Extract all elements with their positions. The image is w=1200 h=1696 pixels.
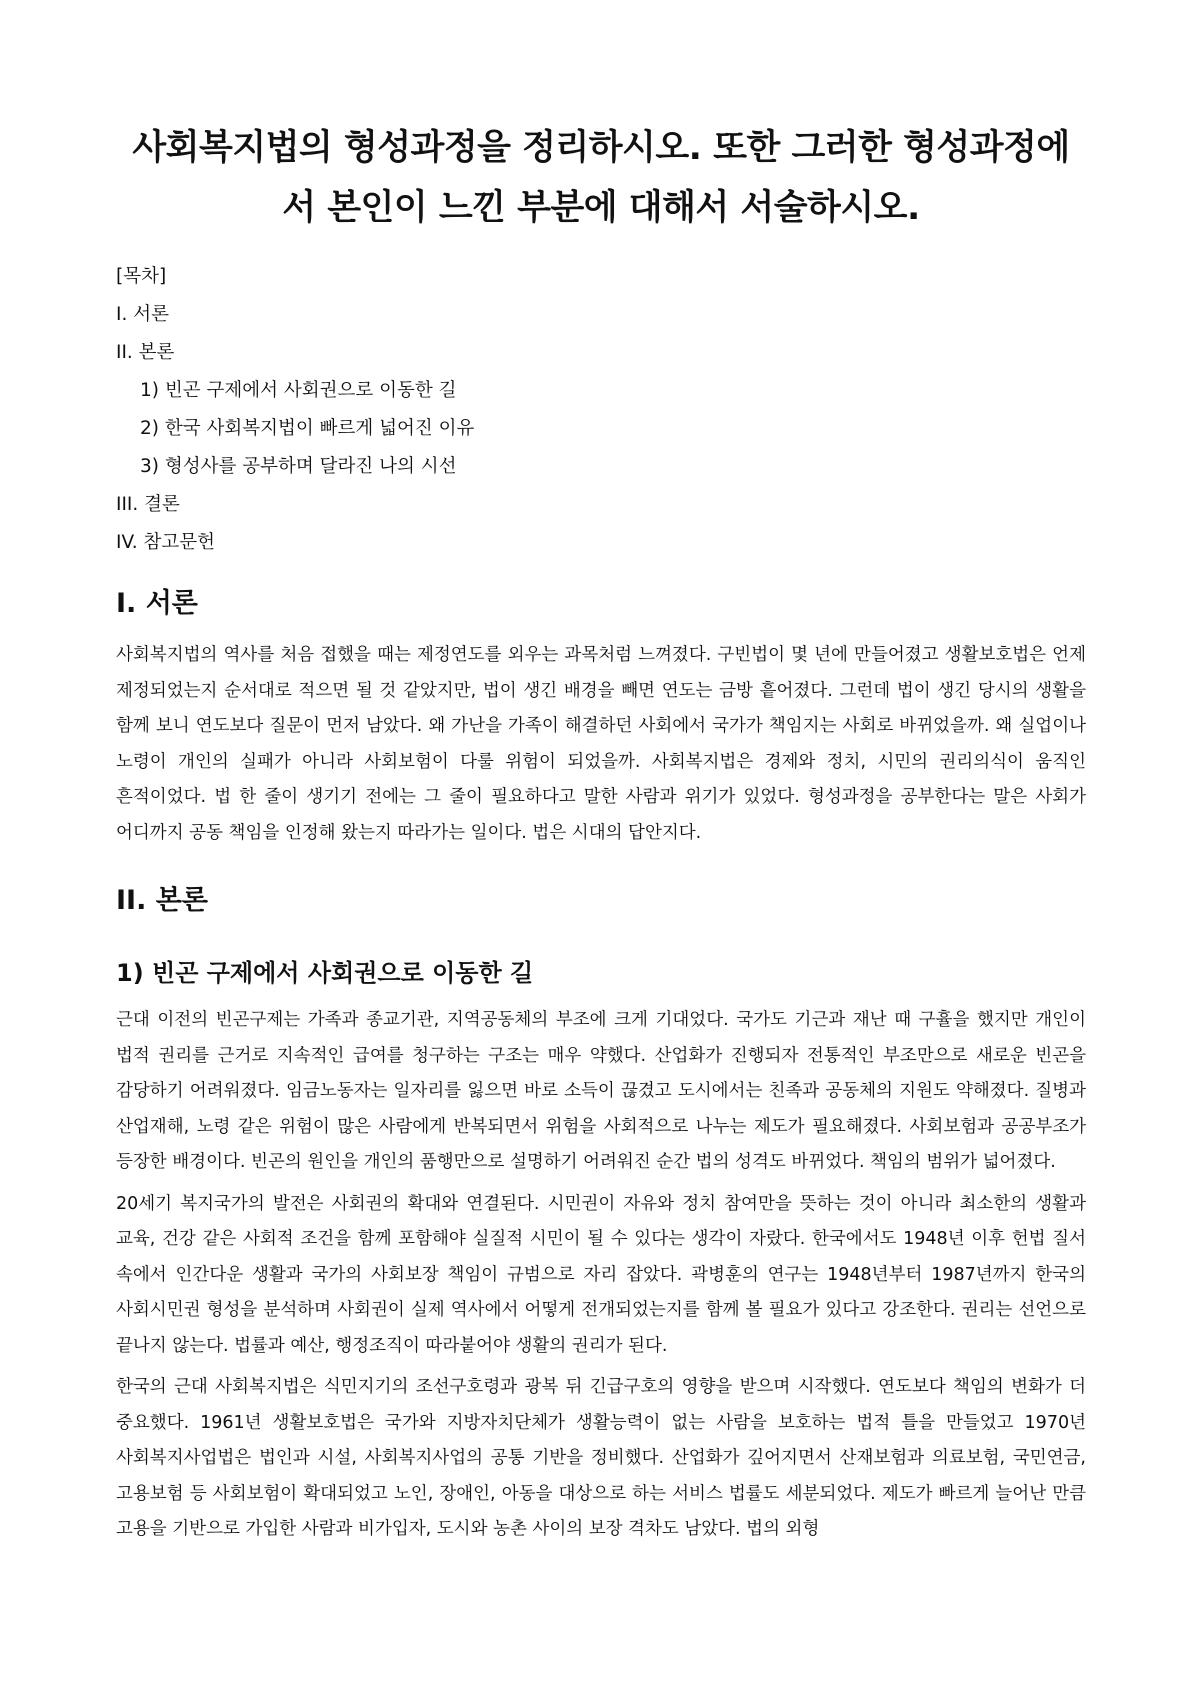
toc-item-references: IV. 참고문헌 bbox=[116, 532, 215, 553]
subsection-spacer bbox=[116, 935, 1086, 953]
table-of-contents bbox=[116, 258, 1086, 562]
section-spacer bbox=[116, 857, 1086, 879]
toc-item-body-2: 2) 한국 사회복지법이 빠르게 넓어진 이유 bbox=[140, 418, 475, 439]
toc-item-conclusion: III. 결론 bbox=[116, 494, 180, 515]
document-title: 사회복지법의 형성과정을 정리하시오. 또한 그러한 형성과정에 서 본인이 느낀 부분에 대해서 서술하시오. bbox=[132, 128, 1070, 228]
body-paragraph-3: 한국의 근대 사회복지법은 식민지기의 조선구호령과 광복 뒤 긴급구호의 영향을 받으며 시작했다. 연도보다 책임의 변화가 더 중요했다. 1961년 생활보호법은 국가와 지방자치단체가 생활능력이 없는 사람을 보호하는 법적 틀을 만들었고 1970년 사회복지사업법은 법인과 시설, 사회복지사업의 공통 기반을 정비했다. 산업화가 깊어지면서 산재보험과 의료보험, 국민연금, 고용보험 등 사회보험이 확대되었고 노인, 장애인, 아동을 대상으로 하는 서비스 법률도 세분되었다. 제도가 빠르게 늘어난 만큼 고용을 기반으로 가입한 사람과 비가입자, 도시와 농촌 사이의 보장 격차도 남았다. 법의 외형 bbox=[116, 1377, 1086, 1539]
toc-item-intro: I. 서론 bbox=[116, 304, 169, 325]
toc-item-body-1: 1) 빈곤 구제에서 사회권으로 이동한 길 bbox=[140, 380, 457, 401]
subsection-heading-1: 1) 빈곤 구제에서 사회권으로 이동한 길 bbox=[116, 959, 534, 987]
toc-item-body-3: 3) 형성사를 공부하며 달라진 나의 시선 bbox=[140, 456, 457, 477]
section-heading-intro: I. 서론 bbox=[116, 588, 198, 619]
body-paragraph-1: 근대 이전의 빈곤구제는 가족과 종교기관, 지역공동체의 부조에 크게 기대었다. 국가도 기근과 재난 때 구휼을 했지만 개인이 법적 권리를 근거로 지속적인 급여를 청구하는 구조는 매우 약했다. 산업화가 진행되자 전통적인 부조만으로 새로운 빈곤을 감당하기 어려워졌다. 임금노동자는 일자리를 잃으면 바로 소득이 끊겼고 도시에서는 친족과 공동체의 지원도 약해졌다. 질병과 산업재해, 노령 같은 위험이 많은 사람에게 반복되면서 위험을 사회적으로 나누는 제도가 필요해졌다. 사회보험과 공공부조가 등장한 배경이다. 빈곤의 원인을 개인의 품행만으로 설명하기 어려워진 순간 법의 성격도 바뀌었다. 책임의 범위가 넓어졌다. bbox=[116, 1010, 1086, 1172]
section-heading-body: II. 본론 bbox=[116, 885, 208, 916]
toc-item-body: II. 본론 bbox=[116, 342, 175, 363]
toc-label: [목차] bbox=[116, 266, 167, 287]
intro-paragraph: 사회복지법의 역사를 처음 접했을 때는 제정연도를 외우는 과목처럼 느껴졌다. 구빈법이 몇 년에 만들어졌고 생활보호법은 언제 제정되었는지 순서대로 적으면 될 것 같았지만, 법이 생긴 배경을 빼면 연도는 금방 흩어졌다. 그런데 법이 생긴 당시의 생활을 함께 보니 연도보다 질문이 먼저 남았다. 왜 가난을 가족이 해결하던 사회에서 국가가 책임지는 사회로 바뀌었을까. 왜 실업이나 노령이 개인의 실패가 아니라 사회보험이 다룰 위험이 되었을까. 사회복지법은 경제와 정치, 시민의 권리의식이 움직인 흔적이었다. 법 한 줄이 생기기 전에는 그 줄이 필요하다고 말한 사람과 위기가 있었다. 형성과정을 공부한다는 말은 사회가 어디까지 공동 책임을 인정해 왔는지 따라가는 일이다. 법은 시대의 답안지다. bbox=[116, 645, 1086, 843]
body-paragraph-2: 20세기 복지국가의 발전은 사회권의 확대와 연결된다. 시민권이 자유와 정치 참여만을 뜻하는 것이 아니라 최소한의 생활과 교육, 건강 같은 사회적 조건을 함께 포함해야 실질적 시민이 될 수 있다는 생각이 자랐다. 한국에서도 1948년 이후 헌법 질서 속에서 인간다운 생활과 국가의 사회보장 책임이 규범으로 자리 잡았다. 곽병훈의 연구는 1948년부터 1987년까지 한국의 사회시민권 형성을 분석하며 사회권이 실제 역사에서 어떻게 전개되었는지를 함께 볼 필요가 있다고 강조한다. 권리는 선언으로 끝나지 않는다. 법률과 예산, 행정조직이 따라붙어야 생활의 권리가 된다. bbox=[116, 1193, 1086, 1356]
